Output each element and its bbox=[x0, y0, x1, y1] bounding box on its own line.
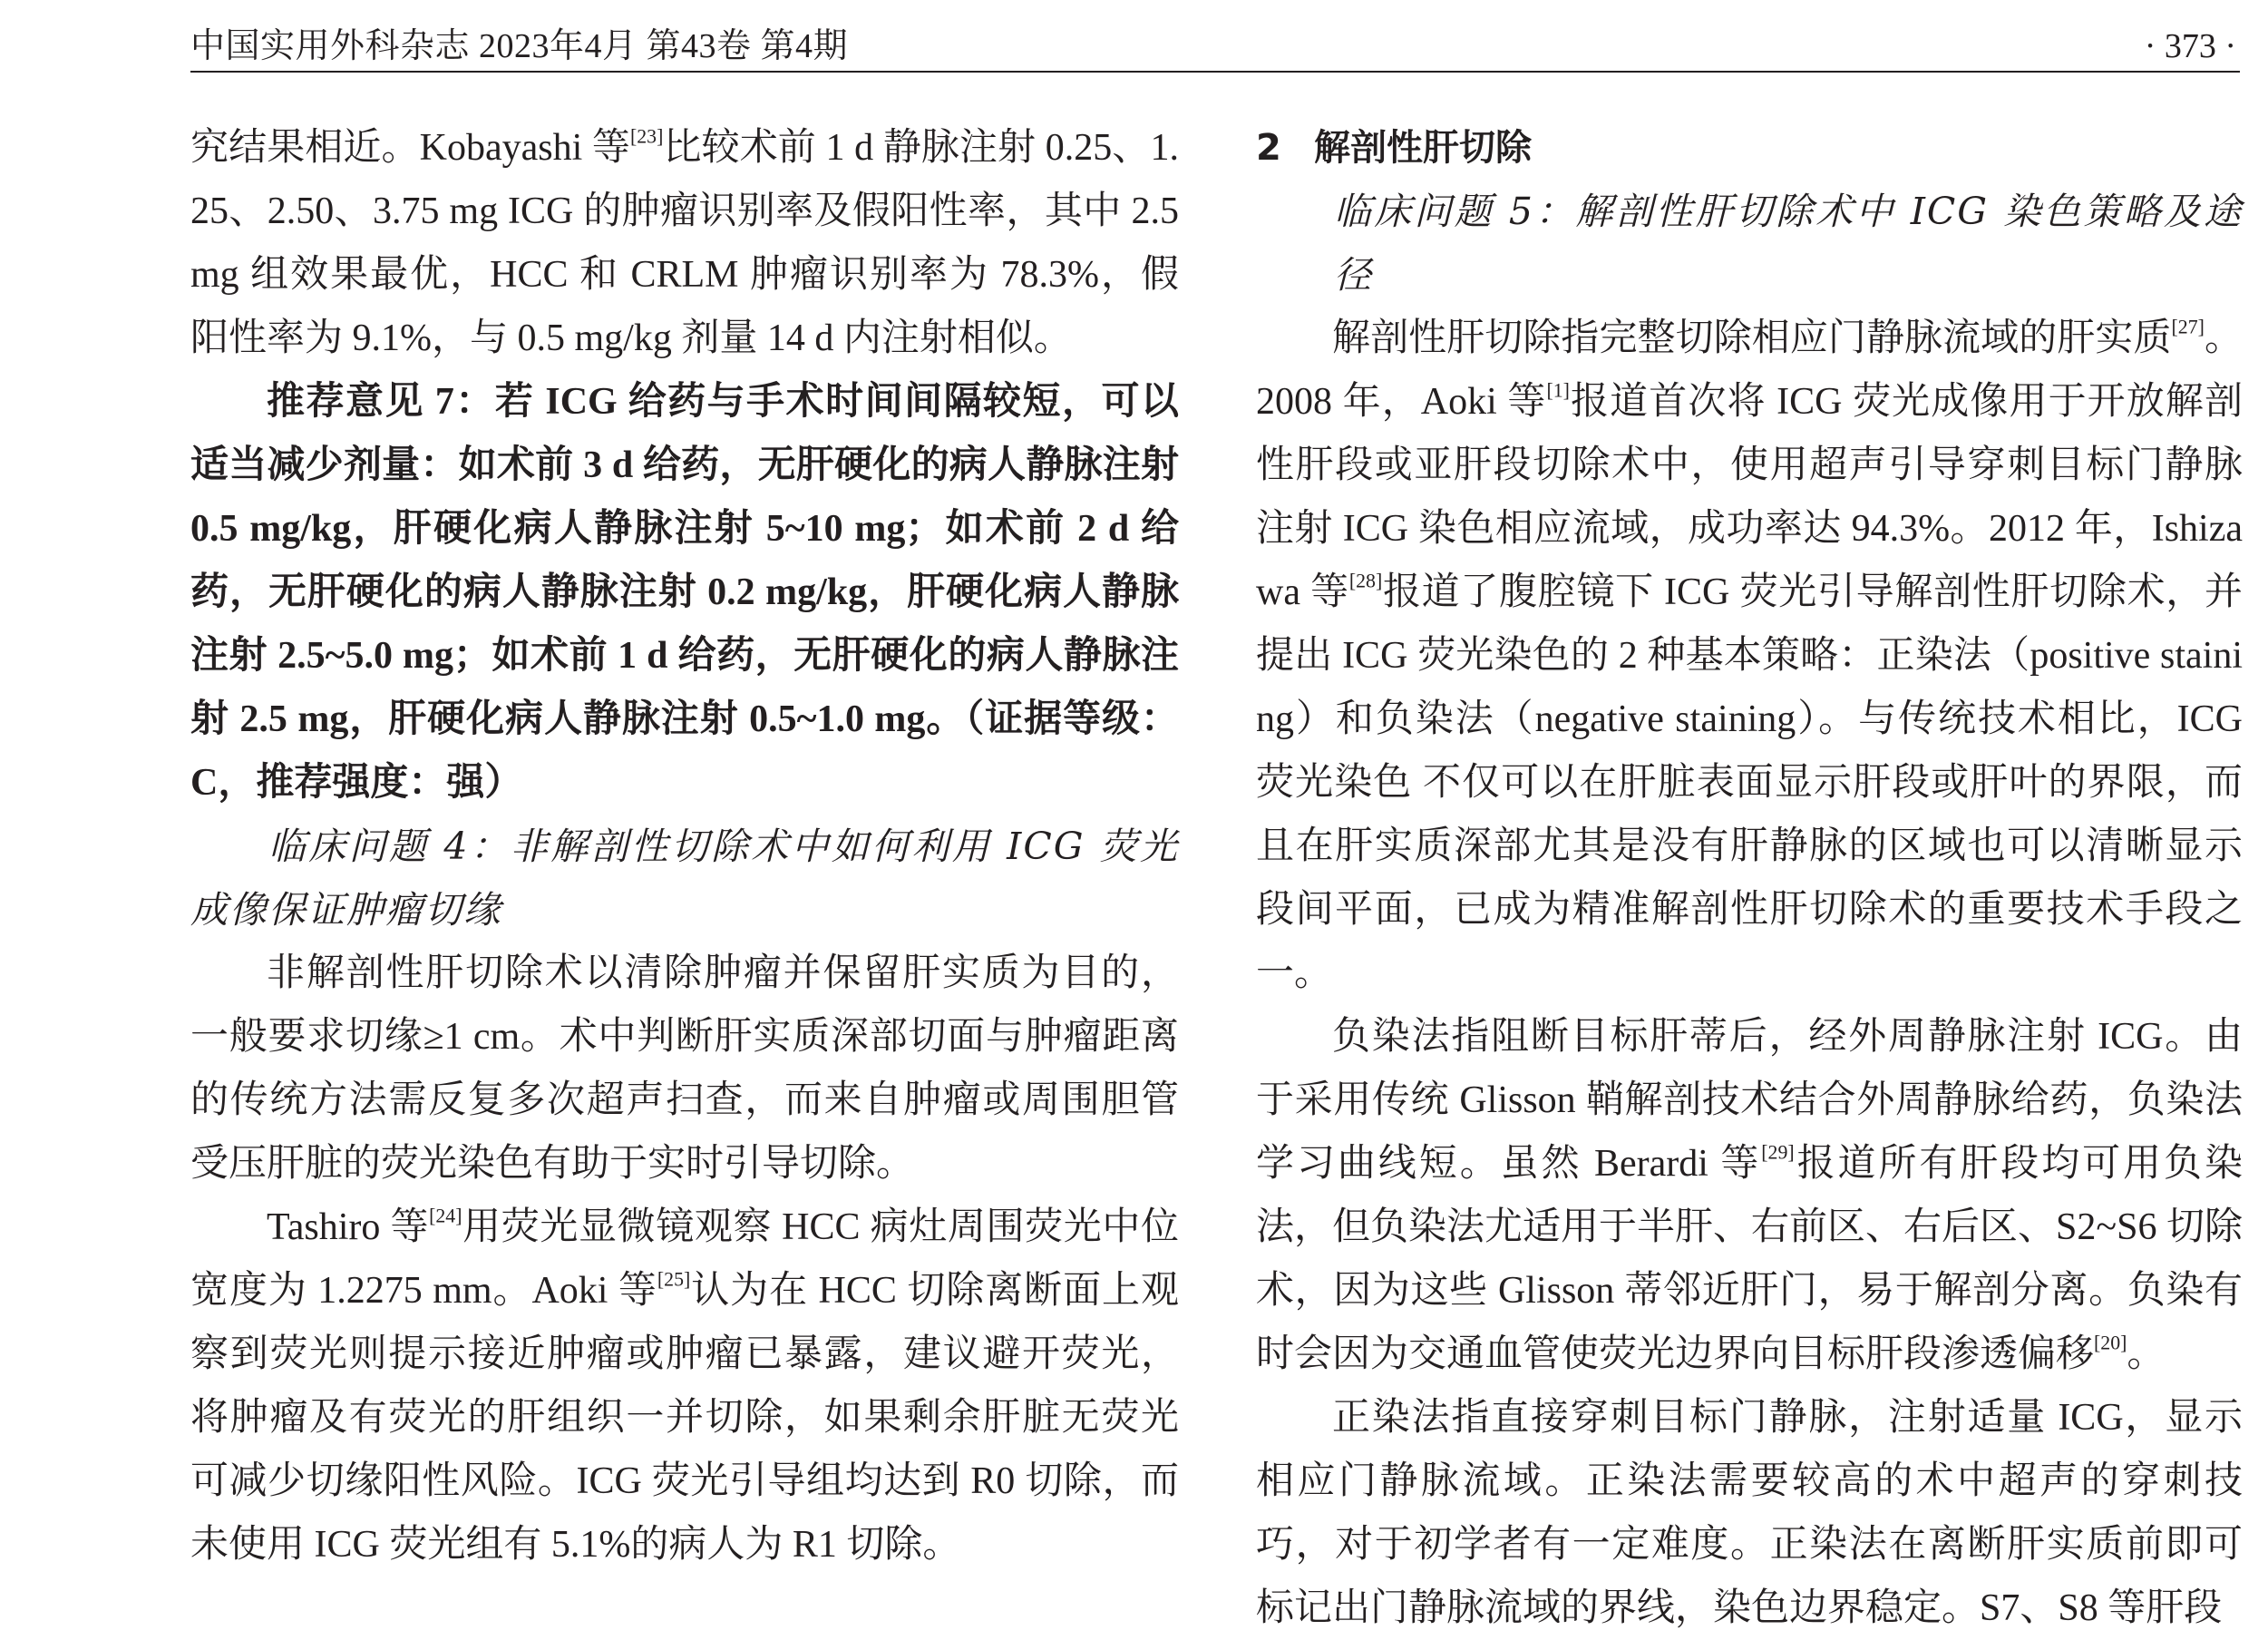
paragraph-nonanatomical-resection: 非解剖性肝切除术以清除肿瘤并保留肝实质为目的，一般要求切缘≥1 cm。术中判断肝实质深部切面与肿瘤距离的传统方法需反复多次超声扫查，而来自肿瘤或周围胆管受压肝脏的荧光染色有助于实时引导切除。 bbox=[190, 952, 1179, 1185]
section-heading bbox=[1256, 116, 2243, 180]
citation-ref: [1] bbox=[1546, 379, 1570, 402]
paragraph-tashiro-aoki: Tashiro 等[24]用荧光显微镜观察 HCC 病灶周围荧光中位宽度为 1.2275 mm。Aoki 等[25]认为在 HCC 切除离断面上观察到荧光则提示接近肿瘤或肿瘤已暴露，建议避开荧光，将肿瘤及有荧光的肝组织一并切除，如果剩余肝脏无荧光可减少切缘阳性风险。ICG 荧光引导组均达到 R0 切除，而未使用 ICG 荧光组有 5.1%的病人为 R1 切除。 bbox=[190, 1205, 1180, 1566]
citation-ref: [25] bbox=[657, 1268, 691, 1291]
citation-ref: [28] bbox=[1348, 570, 1383, 592]
running-header bbox=[190, 25, 2240, 73]
paragraph-continued: 究结果相近。Kobayashi 等[23]比较术前 1 d 静脉注射 0.25、1.25、2.50、3.75 mg ICG 的肿瘤识别率及假阳性率，其中 2.5 mg 组效果最优，HCC 和 CRLM 肿瘤识别率为 78.3%，假阳性率为 9.1%，与 0.5 mg/kg 剂量 14 d 内注射相似。 bbox=[190, 125, 1179, 359]
journal-title: 中国实用外科杂志 2023年4月 第43卷 第4期 bbox=[190, 27, 849, 65]
left-column bbox=[190, 116, 1180, 1566]
citation-ref: [24] bbox=[429, 1205, 462, 1227]
clinical-question-4: 临床问题 4：非解剖性切除术中如何利用 ICG 荧光成像保证肿瘤切缘 bbox=[190, 825, 1179, 932]
section-number: 2 bbox=[1256, 127, 1281, 169]
citation-ref: [27] bbox=[2171, 316, 2205, 338]
citation-ref: [20] bbox=[2094, 1332, 2127, 1354]
clinical-question-5: 临床问题 5：解剖性肝切除术中 ICG 染色策略及途径 bbox=[1334, 190, 2243, 297]
right-column bbox=[1256, 116, 2243, 1629]
citation-ref: [29] bbox=[1761, 1141, 1795, 1164]
page-number: · 373 · bbox=[2144, 27, 2236, 65]
recommendation-7: 推荐意见 7：若 ICG 给药与手术时间间隔较短，可以适当减少剂量：如术前 3 d 给药，无肝硬化的病人静脉注射 0.5 mg/kg，肝硬化病人静脉注射 5~10 mg；如术前 2 d 给药，无肝硬化的病人静脉注射 0.2 mg/kg，肝硬化病人静脉注射 2.5~5.0 mg；如术前 1 d 给药，无肝硬化的病人静脉注射 2.5 mg，肝硬化病人静脉注射 0.5~1.0 mg。（证据等级：C，推荐强度：强） bbox=[190, 381, 1179, 804]
citation-ref: [23] bbox=[630, 125, 664, 148]
paragraph-anatomical-resection: 解剖性肝切除指完整切除相应门静脉流域的肝实质[27]。2008 年，Aoki 等[1]报道首次将 ICG 荧光成像用于开放解剖性肝段或亚肝段切除术中，使用超声引导穿刺目标门静脉注射 ICG 染色相应流域，成功率达 94.3%。2012 年，Ishizawa 等[28]报道了腹腔镜下 ICG 荧光引导解剖性肝切除术，并提出 ICG 荧光染色的 2 种基本策略：正染法（positive staining）和负染法（negative staining）。与传统技术相比，ICG 荧光染色 不仅可以在肝脏表面显示肝段或肝叶的界限，而且在肝实质深部尤其是没有肝静脉的区域也可以清晰显示段间平面，已成为精准解剖性肝切除术的重要技术手段之一。 bbox=[1256, 316, 2243, 994]
paragraph-negative-staining: 负染法指阻断目标肝蒂后，经外周静脉注射 ICG。由于采用传统 Glisson 鞘解剖技术结合外周静脉给药，负染法学习曲线短。虽然 Berardi 等[29]报道所有肝段均可用负染法，但负染法尤适用于半肝、右前区、右后区、S2~S6 切除术，因为这些 Glisson 蒂邻近肝门，易于解剖分离。负染有时会因为交通血管使荧光边界向目标肝段渗透偏移[20]。 bbox=[1256, 1016, 2243, 1375]
paragraph-positive-staining: 正染法指直接穿刺目标门静脉，注射适量 ICG，显示相应门静脉流域。正染法需要较高的术中超声的穿刺技巧，对于初学者有一定难度。正染法在离断肝实质前即可标记出门静脉流域的界线，染色边界稳定。S7、S8 等肝段 bbox=[1256, 1397, 2243, 1629]
section-title: 解剖性肝切除 bbox=[1314, 127, 1532, 169]
